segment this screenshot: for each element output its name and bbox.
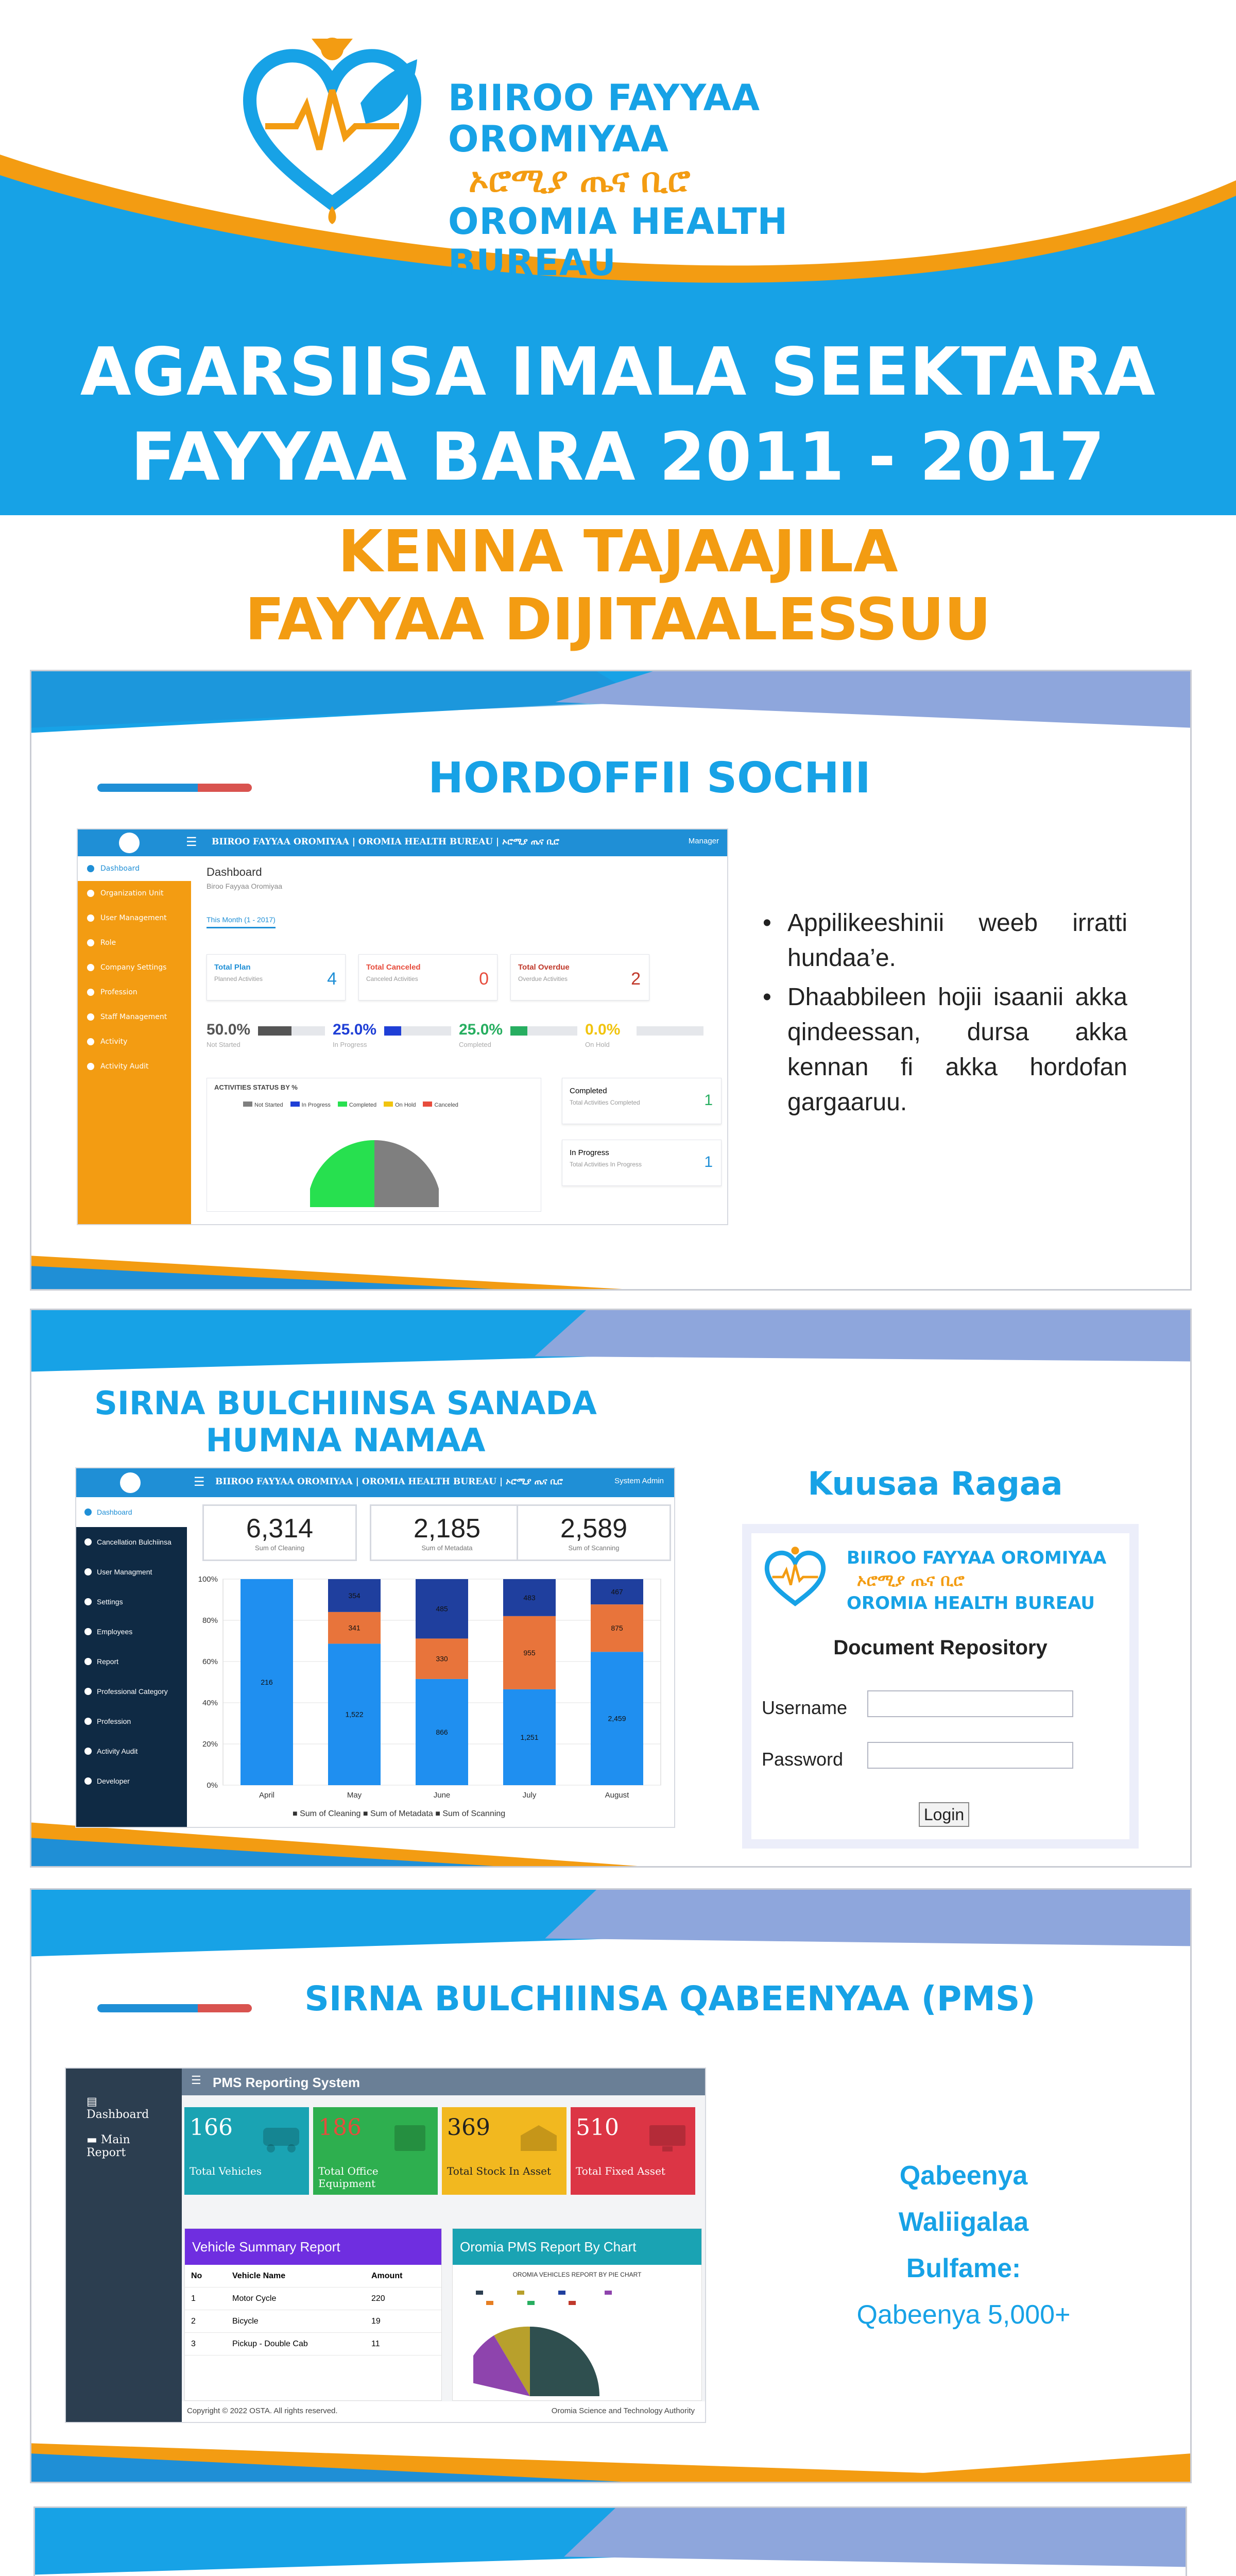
data-label: 330	[436, 1654, 448, 1663]
data-label: 341	[348, 1623, 360, 1632]
data-label: 1,522	[345, 1710, 364, 1719]
user-menu[interactable]: System Admin	[614, 1477, 664, 1485]
page-subtitle: Biroo Fayyaa Oromiyaa	[207, 882, 283, 890]
section-card-hr-documents	[30, 1309, 1192, 1868]
sidebar-item-profession[interactable]	[76, 1706, 187, 1736]
stacked-bar-chart	[187, 1569, 674, 1806]
footer	[182, 2401, 705, 2422]
kpi-value: 2	[631, 969, 641, 989]
sidebar-item-label: Cancellation Bulchiinsa	[97, 1538, 171, 1546]
copyright: Copyright © 2022 OSTA. All rights reserved.	[187, 2406, 338, 2415]
legend-label: Not Started	[254, 1102, 283, 1108]
legend-label: On Hold	[395, 1102, 416, 1108]
tile-label: Total Vehicles	[190, 2165, 262, 2177]
sidebar-item-label: Profession	[97, 1717, 131, 1725]
asset-summary-line1: Qabeenya	[899, 2161, 1028, 2191]
brand-text	[448, 77, 963, 283]
pms-chart-panel	[452, 2228, 702, 2401]
y-tick-label: 40%	[202, 1699, 218, 1707]
feature-bullets	[757, 906, 1127, 1124]
audit-icon	[84, 1748, 92, 1755]
asset-summary-count: Qabeenya 5,000+	[856, 2300, 1071, 2330]
sidebar-item-main-report[interactable]	[66, 2127, 182, 2165]
kpi-value: 0	[479, 969, 489, 989]
panel-title: Vehicle Summary Report	[185, 2229, 441, 2265]
asset-summary-line2: Waliigalaa	[898, 2207, 1029, 2237]
pct-in-progress	[333, 1021, 456, 1057]
subtitle	[0, 518, 1236, 654]
legend-on-hold	[384, 1101, 416, 1108]
sidebar-item-label: Company Settings	[100, 963, 167, 972]
sidebar-item-label: Developer	[97, 1777, 130, 1785]
kpi-label: Total Canceled	[366, 963, 421, 972]
sidebar	[76, 1497, 187, 1827]
legend-not-started	[243, 1101, 283, 1108]
brand-name-english: OROMIA HEALTH BUREAU	[448, 200, 788, 284]
vehicle-summary-panel	[184, 2228, 442, 2401]
table-cell: 220	[371, 2294, 385, 2303]
pct-label: On Hold	[585, 1041, 610, 1048]
sidebar-item-role[interactable]	[78, 930, 191, 955]
chart-title: ACTIVITIES STATUS BY %	[214, 1083, 298, 1091]
page-header	[207, 866, 282, 890]
sidebar-item-label: Report	[97, 1657, 119, 1666]
pct-bar-fill	[384, 1026, 401, 1036]
users-icon	[87, 914, 94, 922]
kpi-label: Total Plan	[214, 963, 251, 972]
footer-org: Oromia Science and Technology Authority	[551, 2406, 695, 2415]
activity-icon	[87, 1038, 94, 1045]
table-row	[185, 2333, 441, 2355]
dashboard-icon	[84, 1509, 92, 1516]
kpi-label: Sum of Metadata	[421, 1544, 473, 1552]
sidebar-item-report[interactable]	[76, 1647, 187, 1676]
asset-summary	[804, 2153, 1123, 2338]
activity-dashboard-screenshot	[77, 828, 728, 1225]
pct-bar	[637, 1026, 703, 1036]
sidebar-item-label: Activity	[100, 1038, 128, 1046]
pms-screenshot	[65, 2067, 706, 2423]
profession-icon	[84, 1718, 92, 1725]
x-tick-label: August	[605, 1791, 629, 1800]
folder-icon: ▬	[87, 2133, 101, 2146]
org-icon	[87, 890, 94, 897]
app-logo-icon	[119, 833, 140, 853]
pct-value: 50.0%	[207, 1021, 251, 1038]
table-cell: 3	[191, 2339, 196, 2348]
tile-total-vehicles	[184, 2107, 309, 2195]
pct-not-started	[207, 1021, 330, 1057]
sidebar	[78, 856, 191, 1224]
kpi-value: 2,589	[560, 1514, 628, 1544]
x-tick-label: April	[259, 1791, 275, 1800]
chart-legend	[243, 1101, 458, 1108]
data-label: 216	[261, 1678, 273, 1686]
data-label: 2,459	[608, 1714, 626, 1723]
document-repository-title: Kuusaa Ragaa	[808, 1465, 1063, 1502]
login-button[interactable]: Login	[919, 1802, 969, 1827]
vehicle-icon	[261, 2123, 302, 2154]
sidebar-item-label: Main Report	[87, 2133, 130, 2159]
pct-bar-fill	[510, 1026, 527, 1036]
login-brand-oromo: BIIROO FAYYAA OROMIYAA	[847, 1548, 1107, 1568]
sidebar	[66, 2069, 182, 2422]
topbar-title: PMS Reporting System	[213, 2075, 360, 2090]
tile-stock-asset	[442, 2107, 566, 2195]
sidebar-item-audit[interactable]	[76, 1736, 187, 1766]
sidebar-item-dashboard[interactable]	[76, 1497, 187, 1527]
asset-summary-line3: Bulfame:	[906, 2253, 1021, 2283]
page-title: Dashboard	[207, 866, 262, 878]
accent-bar	[97, 784, 252, 792]
brand-name-oromo: BIIROO FAYYAA OROMIYAA	[448, 77, 761, 160]
sidebar-item-label: User Managment	[97, 1568, 152, 1576]
topbar-title: BIIROO FAYYAA OROMIYAA | OROMIA HEALTH BUREAU | ኦሮሚያ ጤና ቢሮ	[215, 1477, 563, 1487]
kpi-label: Total Overdue	[518, 963, 570, 972]
card-value: 1	[704, 1092, 713, 1109]
subtitle-line1: KENNA TAJAAJILA	[338, 518, 898, 585]
sidebar-item-dashboard[interactable]	[78, 856, 191, 881]
status-pie	[310, 1120, 439, 1212]
sidebar-item-staff[interactable]	[78, 1005, 191, 1029]
document-repository-login	[742, 1524, 1139, 1849]
tile-fixed-asset	[571, 2107, 695, 2195]
sidebar-item-developer[interactable]	[76, 1766, 187, 1796]
data-label: 1,251	[520, 1733, 539, 1741]
dashboard-icon: ▤	[87, 2095, 97, 2108]
panel-title: Oromia PMS Report By Chart	[453, 2229, 701, 2265]
kpi-scanning	[517, 1504, 671, 1561]
activity-status-chart	[207, 1078, 541, 1212]
tile-value: 166	[190, 2114, 233, 2141]
pct-label: Not Started	[207, 1041, 241, 1048]
section-title: SIRNA BULCHIINSA QABEENYAA (PMS)	[304, 1979, 1036, 2019]
kpi-cleaning	[202, 1504, 357, 1561]
pct-bar-fill	[258, 1026, 291, 1036]
subtitle-line2: FAYYAA DIJITAALESSUU	[245, 586, 991, 653]
in-progress-card	[562, 1140, 722, 1186]
header	[0, 0, 1236, 515]
main-title	[0, 330, 1236, 500]
settings-icon	[87, 964, 94, 971]
data-label: 467	[611, 1587, 623, 1596]
password-label: Password	[762, 1749, 844, 1770]
kpi-sublabel: Canceled Activities	[366, 975, 418, 982]
menu-icon[interactable]: ☰	[194, 1475, 205, 1489]
menu-icon[interactable]: ☰	[186, 835, 197, 849]
table-row	[185, 2310, 441, 2333]
card-sublabel: Total Activities Completed	[570, 1099, 640, 1106]
sidebar-item-label: Activity Audit	[97, 1747, 138, 1755]
col-header: No	[191, 2271, 202, 2280]
bureau-logo-icon	[234, 28, 430, 224]
col-header: Vehicle Name	[232, 2271, 286, 2280]
tile-value: 369	[447, 2114, 490, 2141]
warehouse-icon	[518, 2123, 559, 2154]
topbar	[76, 1468, 674, 1497]
sidebar-item-audit[interactable]	[78, 1054, 191, 1079]
legend-canceled	[423, 1101, 458, 1108]
pct-label: Completed	[459, 1041, 491, 1048]
legend-label: In Progress	[301, 1102, 331, 1108]
profession-icon	[87, 989, 94, 996]
pie-slice-completed	[310, 1140, 374, 1207]
sidebar-item-employees[interactable]	[76, 1617, 187, 1647]
tile-label: Total Stock In Asset	[447, 2165, 551, 2177]
accent-bar	[97, 2004, 252, 2012]
kpi-total-canceled	[358, 954, 497, 1001]
kpi-total-overdue	[510, 954, 649, 1001]
bullet-item: • Dhaabbileen hojii isaanii akka qindeessan, dursa akka kennan fi akka hordofan gargaaruu.	[757, 980, 1127, 1120]
user-menu[interactable]: Manager	[688, 837, 719, 845]
topbar	[78, 829, 727, 856]
staff-icon	[87, 1013, 94, 1021]
pct-bar	[258, 1026, 325, 1036]
sidebar-item-label: Dashboard	[87, 2108, 149, 2121]
panel-subtitle: OROMIA VEHICLES REPORT BY PIE CHART	[512, 2271, 642, 2278]
kpi-value: 6,314	[246, 1514, 314, 1544]
sidebar-item-label: Dashboard	[100, 865, 140, 873]
sidebar-item-label: Activity Audit	[100, 1062, 149, 1071]
y-tick-label: 100%	[198, 1575, 218, 1584]
section-title-line1: SIRNA BULCHIINSA SANADA	[94, 1384, 597, 1422]
section-card-forum	[33, 2506, 1187, 2576]
sidebar-item-label: User Management	[100, 914, 167, 922]
main-title-line1: AGARSIISA IMALA SEEKTARA	[80, 334, 1156, 411]
sidebar-item-dashboard[interactable]	[66, 2089, 182, 2127]
sidebar-item-users[interactable]	[78, 906, 191, 930]
tile-value: 510	[576, 2114, 619, 2141]
bureau-logo-icon	[762, 1544, 829, 1611]
section-title	[73, 1385, 619, 1459]
legend-completed	[338, 1101, 376, 1108]
legend-in-progress	[290, 1101, 331, 1108]
pct-value: 25.0%	[459, 1021, 503, 1038]
sidebar-item-label: Organization Unit	[100, 889, 164, 897]
username-field[interactable]	[867, 1690, 1073, 1717]
y-tick-label: 0%	[207, 1781, 218, 1790]
section-title: HORDOFFII SOCHII	[428, 754, 871, 803]
tile-value: 186	[318, 2114, 362, 2141]
equipment-icon	[389, 2123, 431, 2154]
sidebar-item-label: Profession	[100, 988, 138, 996]
sidebar-item-company[interactable]	[78, 955, 191, 980]
password-field[interactable]	[867, 1742, 1073, 1769]
dashboard-icon	[87, 865, 94, 872]
kpi-label: Sum of Scanning	[568, 1544, 620, 1552]
employees-icon	[84, 1628, 92, 1635]
topbar	[182, 2069, 705, 2095]
login-heading: Document Repository	[833, 1636, 1048, 1659]
section-card-pms	[30, 1888, 1192, 2483]
data-label: 485	[436, 1604, 448, 1613]
brand-name-amharic: ኦሮሚያ ጤና ቢሮ	[469, 160, 691, 200]
tile-label: Total Fixed Asset	[576, 2165, 665, 2177]
pct-on-hold	[585, 1021, 709, 1057]
main-title-line2: FAYYAA BARA 2011 - 2017	[131, 419, 1105, 496]
sidebar-item-label: Settings	[97, 1598, 123, 1606]
completed-card	[562, 1078, 722, 1124]
sidebar-item-cancellation[interactable]	[76, 1527, 187, 1557]
y-tick-label: 20%	[202, 1740, 218, 1749]
sidebar-item-label: Role	[100, 939, 116, 947]
topbar-title: BIIROO FAYYAA OROMIYAA | OROMIA HEALTH BUREAU | ኦሮሚያ ጤና ቢሮ	[212, 837, 560, 847]
col-header: Amount	[371, 2271, 403, 2280]
table-cell: 1	[191, 2294, 196, 2303]
pct-completed	[459, 1021, 582, 1057]
section-card-activity-tracking	[30, 670, 1192, 1291]
data-label: 483	[523, 1593, 536, 1602]
menu-icon[interactable]: ☰	[191, 2074, 201, 2087]
data-label: 354	[348, 1591, 360, 1600]
monitor-icon	[647, 2123, 688, 2154]
sidebar-item-settings[interactable]	[76, 1587, 187, 1617]
chart-legend: ■ Sum of Cleaning ■ Sum of Metadata ■ Sum of Scanning	[293, 1809, 506, 1818]
sidebar-item-users[interactable]	[76, 1557, 187, 1587]
login-brand-english: OROMIA HEALTH BUREAU	[847, 1593, 1095, 1614]
data-label: 875	[611, 1624, 623, 1633]
hr-dashboard-screenshot	[75, 1467, 675, 1828]
tab-this-month[interactable]: This Month (1 - 2017)	[207, 916, 276, 928]
sidebar-item-label: Staff Management	[100, 1013, 167, 1021]
card-decoration	[35, 2508, 1186, 2576]
table-cell: 2	[191, 2316, 196, 2326]
sidebar-item-label: Employees	[97, 1628, 133, 1636]
kpi-sublabel: Planned Activities	[214, 975, 263, 982]
kpi-sublabel: Overdue Activities	[518, 975, 568, 982]
section-title-line2: HUMNA NAMAA	[205, 1421, 486, 1459]
tile-office-equipment	[313, 2107, 438, 2195]
category-icon	[84, 1688, 92, 1695]
legend-label: Canceled	[434, 1102, 458, 1108]
card-value: 1	[704, 1154, 713, 1171]
x-tick-label: May	[347, 1791, 362, 1800]
card-label: In Progress	[570, 1148, 609, 1157]
card-sublabel: Total Activities In Progress	[570, 1161, 642, 1168]
card-label: Completed	[570, 1087, 607, 1095]
vehicles-pie-chart	[473, 2288, 690, 2396]
legend-label: Completed	[349, 1102, 377, 1108]
table-header	[185, 2265, 441, 2287]
gear-icon	[84, 1598, 92, 1605]
kpi-value: 2,185	[413, 1514, 481, 1544]
sidebar-item-activity[interactable]	[78, 1029, 191, 1054]
pct-value: 0.0%	[585, 1021, 621, 1038]
users-icon	[84, 1568, 92, 1575]
sidebar-item-prof-category[interactable]	[76, 1676, 187, 1706]
pct-bar	[384, 1026, 451, 1036]
x-tick-label: June	[433, 1791, 451, 1800]
kpi-label: Sum of Cleaning	[254, 1544, 305, 1552]
table-row	[185, 2287, 441, 2310]
kpi-total-plan	[207, 954, 346, 1001]
dashboard-main	[191, 856, 727, 1224]
table-cell: Bicycle	[232, 2316, 259, 2326]
pct-label: In Progress	[333, 1041, 367, 1048]
table-cell: Motor Cycle	[232, 2294, 277, 2303]
y-tick-label: 80%	[202, 1616, 218, 1625]
cancel-icon	[84, 1538, 92, 1546]
username-label: Username	[762, 1697, 848, 1718]
pct-bar	[510, 1026, 577, 1036]
sidebar-item-label: Professional Category	[97, 1687, 168, 1696]
sidebar-item-organization[interactable]	[78, 881, 191, 906]
developer-icon	[84, 1777, 92, 1785]
table-cell: 19	[371, 2316, 381, 2326]
data-label: 955	[523, 1648, 536, 1657]
table-cell: 11	[371, 2339, 380, 2348]
login-brand-amharic: ኦሮሚያ ጤና ቢሮ	[857, 1570, 965, 1590]
audit-icon	[87, 1063, 94, 1070]
role-icon	[87, 939, 94, 946]
tile-label: Total Office Equipment	[318, 2165, 379, 2190]
table-cell: Pickup - Double Cab	[232, 2339, 308, 2348]
report-icon	[84, 1658, 92, 1665]
sidebar-item-label: Dashboard	[97, 1508, 132, 1516]
kpi-metadata	[370, 1504, 524, 1561]
pct-value: 25.0%	[333, 1021, 377, 1038]
sidebar-item-profession[interactable]	[78, 980, 191, 1005]
pie-slice-not-started	[374, 1140, 439, 1207]
bullet-item: • Appilikeeshinii weeb irratti hundaa’e.	[757, 906, 1127, 976]
x-tick-label: July	[522, 1791, 537, 1800]
y-tick-label: 60%	[202, 1657, 218, 1666]
data-label: 866	[436, 1727, 448, 1736]
app-logo-icon	[120, 1472, 141, 1493]
kpi-value: 4	[327, 969, 337, 989]
